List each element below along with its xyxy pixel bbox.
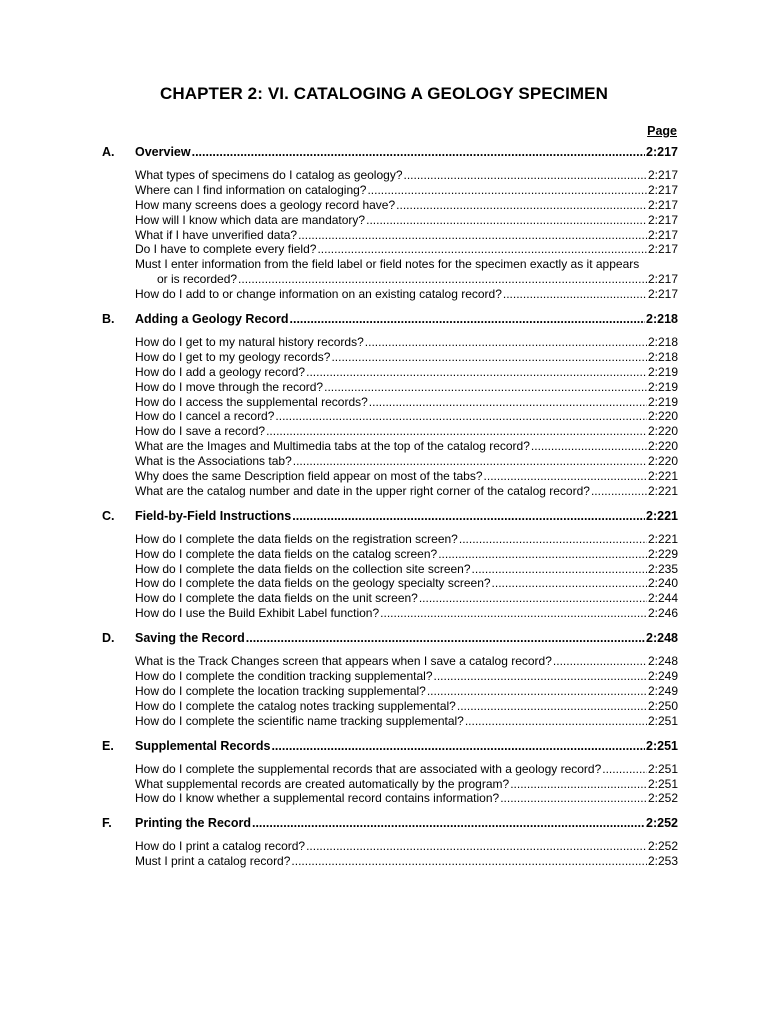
toc-entry[interactable] xyxy=(102,380,678,395)
toc-entry[interactable] xyxy=(102,576,678,591)
toc-entry-page: 2:219 xyxy=(647,379,678,394)
section-letter: D. xyxy=(102,631,115,646)
toc-entry[interactable] xyxy=(102,168,678,183)
toc-entry[interactable] xyxy=(102,395,678,410)
toc-entry-text: How do I complete the location tracking supplemental? xyxy=(135,683,426,698)
toc-entry-page: 2:217 xyxy=(647,197,678,212)
dot-leader xyxy=(492,576,647,590)
section-page: 2:252 xyxy=(646,816,678,831)
toc-entry[interactable] xyxy=(102,198,678,213)
dot-leader xyxy=(271,739,645,753)
section-heading[interactable] xyxy=(102,509,678,527)
toc-entry[interactable] xyxy=(102,469,678,484)
section-title: Adding a Geology Record xyxy=(135,312,289,327)
toc-entry[interactable] xyxy=(102,839,678,854)
dot-leader xyxy=(500,791,647,805)
dot-leader xyxy=(457,699,647,713)
toc-entry[interactable] xyxy=(102,854,678,869)
toc-section xyxy=(102,145,678,302)
dot-leader xyxy=(192,145,645,159)
dot-leader xyxy=(503,287,647,301)
toc-entry-page: 2:229 xyxy=(647,546,678,561)
dot-leader xyxy=(591,484,647,498)
toc-entry[interactable] xyxy=(102,684,678,699)
toc-entry-page: 2:252 xyxy=(647,791,678,806)
dot-leader xyxy=(369,395,647,409)
toc-entry-page: 2:220 xyxy=(647,409,678,424)
toc-entry-text: What types of specimens do I catalog as geology? xyxy=(135,168,403,182)
toc-entry-text: How do I complete the data fields on the registration screen? xyxy=(135,531,458,546)
toc-entry-text: How do I access the supplemental records? xyxy=(135,394,368,409)
toc-entry-page: 2:217 xyxy=(647,242,678,257)
toc-entry-text: How many screens does a geology record have? xyxy=(135,197,396,212)
toc-entry-page: 2:217 xyxy=(647,287,678,302)
toc-entry-text: How do I know whether a supplemental record contains information? xyxy=(135,791,500,806)
dot-leader xyxy=(306,365,647,379)
toc-entry-text: How will I know which data are mandatory? xyxy=(135,212,366,227)
toc-entry-text: How do I cancel a record? xyxy=(135,409,275,424)
dot-leader xyxy=(291,854,647,868)
dot-leader xyxy=(438,547,647,561)
toc-entry-text: How do I print a catalog record? xyxy=(135,839,306,854)
dot-leader xyxy=(275,409,647,423)
toc-entry-text: How do I complete the data fields on the geology specialty screen? xyxy=(135,576,491,591)
dot-leader xyxy=(266,424,647,438)
toc-entry-text: How do I complete the scientific name tracking supplemental? xyxy=(135,713,464,728)
dot-leader xyxy=(380,606,647,620)
toc-entry[interactable] xyxy=(102,409,678,424)
toc-entry-page: 2:250 xyxy=(647,698,678,713)
section-title: Overview xyxy=(135,145,191,159)
toc-entry-text: How do I complete the data fields on the unit screen? xyxy=(135,591,418,606)
toc-entry[interactable] xyxy=(102,365,678,380)
section-heading[interactable] xyxy=(102,631,678,649)
toc-entry[interactable] xyxy=(102,484,678,499)
dot-leader xyxy=(365,335,647,349)
toc-entry-wrapped-line2[interactable] xyxy=(102,272,678,287)
toc-entry-page: 2:221 xyxy=(647,469,678,484)
dot-leader xyxy=(427,684,647,698)
toc-entry[interactable] xyxy=(102,669,678,684)
toc-entry[interactable] xyxy=(102,791,678,806)
toc-entry-text: What are the catalog number and date in the upper right corner of the catalog record? xyxy=(135,483,590,498)
toc-entry-text: How do I get to my natural history records? xyxy=(135,335,364,350)
toc-entry[interactable] xyxy=(102,547,678,562)
toc-entry-text: How do I complete the supplemental records that are associated with a geology record? xyxy=(135,761,602,776)
toc-entry-page: 2:246 xyxy=(647,606,678,621)
toc-entry-page: 2:220 xyxy=(647,439,678,454)
toc-entry-page: 2:218 xyxy=(647,349,678,364)
toc-entry[interactable] xyxy=(102,439,678,454)
dot-leader xyxy=(484,469,647,483)
section-page: 2:248 xyxy=(646,631,678,646)
section-heading[interactable] xyxy=(102,816,678,834)
toc-entry-text: Where can I find information on cataloging? xyxy=(135,182,367,197)
dot-leader xyxy=(459,532,647,546)
toc-entry[interactable] xyxy=(102,762,678,777)
toc-entry-wrapped-line1[interactable]: Must I enter information from the field label or field notes for the specimen exactly as it appears xyxy=(135,257,640,272)
toc-entry-page: 2:221 xyxy=(647,483,678,498)
section-heading[interactable] xyxy=(102,312,678,330)
dot-leader xyxy=(290,312,646,326)
table-of-contents xyxy=(102,145,678,879)
toc-entry-page: 2:248 xyxy=(647,654,678,669)
section-letter: A. xyxy=(102,145,115,159)
toc-entry-text: How do I complete the catalog notes tracking supplemental? xyxy=(135,698,456,713)
toc-entry[interactable] xyxy=(102,562,678,577)
page-column-label: Page xyxy=(647,124,677,138)
toc-entry[interactable] xyxy=(102,183,678,198)
toc-entry-text: How do I add a geology record? xyxy=(135,364,306,379)
section-letter: C. xyxy=(102,508,115,523)
toc-entry-page: 2:251 xyxy=(647,776,678,791)
toc-entry-page: 2:220 xyxy=(647,454,678,469)
toc-entry-page: 2:244 xyxy=(647,591,678,606)
toc-entry-text: Must I print a catalog record? xyxy=(135,854,291,869)
toc-entry-page: 2:217 xyxy=(647,168,678,182)
dot-leader xyxy=(531,439,647,453)
toc-entry[interactable] xyxy=(102,606,678,621)
toc-entry-page: 2:217 xyxy=(647,182,678,197)
toc-entry[interactable] xyxy=(102,699,678,714)
toc-entry[interactable] xyxy=(102,335,678,350)
dot-leader xyxy=(510,777,647,791)
toc-entry-text: Do I have to complete every field? xyxy=(135,242,317,257)
page-title: CHAPTER 2: VI. CATALOGING A GEOLOGY SPECIMEN xyxy=(159,84,608,103)
toc-entry-page: 2:221 xyxy=(647,531,678,546)
toc-entry[interactable] xyxy=(102,714,678,729)
toc-entry-text: How do I complete the condition tracking supplemental? xyxy=(135,669,433,684)
dot-leader xyxy=(252,816,645,830)
dot-leader xyxy=(306,839,647,853)
dot-leader xyxy=(472,562,647,576)
toc-entry-text: How do I save a record? xyxy=(135,424,266,439)
dot-leader xyxy=(404,168,647,182)
toc-entry-text: or is recorded? xyxy=(157,272,238,287)
toc-section xyxy=(102,739,678,807)
toc-entry-text: What supplemental records are created automatically by the program? xyxy=(135,776,510,791)
toc-entry-page: 2:252 xyxy=(647,839,678,854)
toc-entry-text: What is the Associations tab? xyxy=(135,454,292,469)
section-page: 2:251 xyxy=(646,738,678,753)
toc-section xyxy=(102,509,678,621)
section-letter: E. xyxy=(102,738,114,753)
dot-leader xyxy=(434,669,647,683)
dot-leader xyxy=(602,762,647,776)
toc-entry-page: 2:219 xyxy=(647,364,678,379)
toc-entry-page: 2:249 xyxy=(647,683,678,698)
toc-entry[interactable] xyxy=(102,591,678,606)
toc-entry[interactable] xyxy=(102,213,678,228)
toc-entry-page: 2:240 xyxy=(647,576,678,591)
dot-leader xyxy=(419,591,647,605)
toc-entry[interactable] xyxy=(102,350,678,365)
section-heading[interactable] xyxy=(102,739,678,757)
toc-entry[interactable] xyxy=(102,454,678,469)
section-letter: F. xyxy=(102,816,112,831)
dot-leader xyxy=(292,509,645,523)
toc-entry-page: 2:251 xyxy=(647,761,678,776)
toc-entry[interactable] xyxy=(102,654,678,669)
toc-entry-page: 2:249 xyxy=(647,669,678,684)
section-title: Saving the Record xyxy=(135,631,245,646)
toc-entry[interactable] xyxy=(102,777,678,792)
dot-leader xyxy=(366,213,647,227)
toc-entry-page: 2:217 xyxy=(647,212,678,227)
section-page: 2:217 xyxy=(646,145,678,159)
toc-section xyxy=(102,816,678,869)
toc-section xyxy=(102,631,678,728)
section-heading[interactable] xyxy=(102,145,678,163)
dot-leader xyxy=(396,198,647,212)
section-title: Supplemental Records xyxy=(135,738,271,753)
dot-leader xyxy=(324,380,647,394)
toc-entry-text: How do I move through the record? xyxy=(135,379,324,394)
toc-entry-page: 2:219 xyxy=(647,394,678,409)
toc-entry-text: How do I use the Build Exhibit Label function? xyxy=(135,606,380,621)
dot-leader xyxy=(465,714,647,728)
toc-entry[interactable] xyxy=(102,532,678,547)
dot-leader xyxy=(298,228,647,242)
toc-entry[interactable] xyxy=(102,287,678,302)
toc-section xyxy=(102,312,678,499)
toc-entry-page: 2:251 xyxy=(647,713,678,728)
dot-leader xyxy=(553,654,647,668)
toc-entry-page: 2:217 xyxy=(647,227,678,242)
dot-leader xyxy=(238,272,647,286)
toc-entry-text: How do I complete the data fields on the catalog screen? xyxy=(135,546,438,561)
toc-entry[interactable] xyxy=(102,242,678,257)
toc-entry[interactable] xyxy=(102,424,678,439)
dot-leader xyxy=(367,183,647,197)
section-page: 2:218 xyxy=(646,312,678,327)
section-title: Field-by-Field Instructions xyxy=(135,508,292,523)
toc-entry-text: How do I add to or change information on an existing catalog record? xyxy=(135,287,502,302)
toc-entry-page: 2:218 xyxy=(647,335,678,350)
dot-leader xyxy=(331,350,647,364)
toc-entry-page: 2:217 xyxy=(647,272,678,287)
section-title: Printing the Record xyxy=(135,816,251,831)
dot-leader xyxy=(317,242,647,256)
section-letter: B. xyxy=(102,312,115,327)
toc-entry-text: What are the Images and Multimedia tabs at the top of the catalog record? xyxy=(135,439,530,454)
toc-entry-text: How do I complete the data fields on the collection site screen? xyxy=(135,561,471,576)
dot-leader xyxy=(293,454,647,468)
toc-entry-page: 2:235 xyxy=(647,561,678,576)
toc-entry-page: 2:253 xyxy=(647,854,678,869)
toc-entry-page: 2:220 xyxy=(647,424,678,439)
toc-entry-text: What is the Track Changes screen that appears when I save a catalog record? xyxy=(135,654,552,669)
toc-entry[interactable] xyxy=(102,228,678,243)
toc-entry-text: How do I get to my geology records? xyxy=(135,349,331,364)
toc-entry-text: What if I have unverified data? xyxy=(135,227,298,242)
dot-leader xyxy=(246,631,645,645)
toc-entry-text: Why does the same Description field appear on most of the tabs? xyxy=(135,469,483,484)
section-page: 2:221 xyxy=(646,508,678,523)
